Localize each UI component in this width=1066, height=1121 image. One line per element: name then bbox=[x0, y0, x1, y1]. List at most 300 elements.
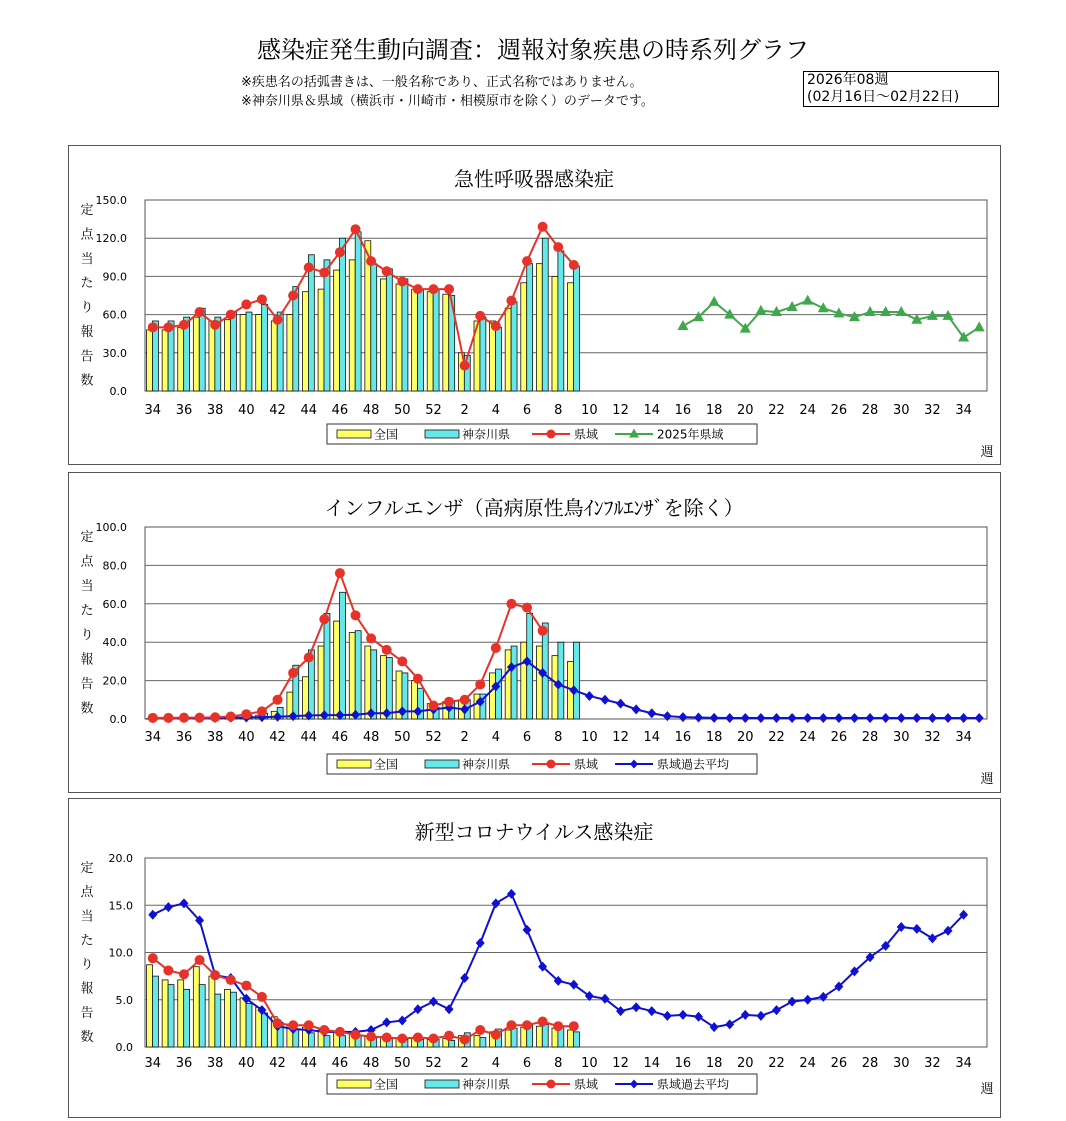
legend-label: 神奈川県 bbox=[462, 757, 510, 772]
data-point bbox=[288, 668, 298, 678]
x-tick-label: 2 bbox=[461, 730, 469, 745]
bar bbox=[490, 673, 496, 719]
bar bbox=[230, 992, 236, 1047]
legend-label: 神奈川県 bbox=[462, 427, 510, 442]
bar bbox=[558, 251, 564, 391]
bar bbox=[386, 269, 392, 391]
data-point bbox=[257, 706, 267, 716]
data-point bbox=[506, 296, 516, 306]
data-point bbox=[163, 713, 173, 723]
x-tick-label: 10 bbox=[581, 730, 598, 745]
data-point bbox=[428, 1033, 438, 1043]
bar bbox=[573, 1032, 579, 1047]
bar bbox=[193, 967, 199, 1047]
bar bbox=[505, 1030, 511, 1047]
x-tick-label: 12 bbox=[612, 1056, 629, 1071]
x-tick-label: 38 bbox=[207, 403, 224, 418]
bar bbox=[511, 646, 517, 719]
data-point bbox=[179, 713, 189, 723]
bar bbox=[521, 283, 527, 391]
x-tick-label: 26 bbox=[831, 403, 848, 418]
x-tick-label: 50 bbox=[394, 403, 411, 418]
data-point bbox=[148, 322, 158, 332]
data-point bbox=[413, 674, 423, 684]
x-tick-label: 48 bbox=[363, 1056, 380, 1071]
bar bbox=[308, 1033, 314, 1047]
data-point bbox=[538, 1016, 548, 1026]
data-point bbox=[351, 224, 361, 234]
data-point bbox=[460, 1034, 470, 1044]
bar bbox=[225, 989, 231, 1047]
bar bbox=[521, 1027, 527, 1047]
bar bbox=[396, 284, 402, 391]
bar bbox=[324, 260, 330, 391]
x-tick-label: 16 bbox=[675, 403, 692, 418]
bar bbox=[147, 965, 153, 1047]
data-point bbox=[195, 307, 205, 317]
x-tick-label: 22 bbox=[768, 1056, 785, 1071]
x-tick-label: 22 bbox=[768, 730, 785, 745]
legend-label: 県域過去平均 bbox=[657, 757, 729, 772]
data-point bbox=[304, 262, 314, 272]
note-line-1: ※疾患名の括弧書きは、一般名称であり、正式名称ではありません。 bbox=[241, 71, 643, 90]
data-point bbox=[522, 1020, 532, 1030]
chart-panel-ari bbox=[68, 145, 1001, 465]
bar bbox=[568, 283, 574, 391]
legend-label: 全国 bbox=[374, 757, 398, 772]
x-tick-label: 28 bbox=[862, 403, 879, 418]
data-point bbox=[460, 361, 470, 371]
data-point bbox=[273, 1018, 283, 1028]
legend-label: 県域過去平均 bbox=[657, 1077, 729, 1092]
x-tick-label: 6 bbox=[523, 403, 531, 418]
bar bbox=[262, 1013, 268, 1047]
bar bbox=[262, 304, 268, 391]
legend-label: 県域 bbox=[574, 1077, 598, 1092]
bar bbox=[573, 266, 579, 391]
data-point bbox=[335, 247, 345, 257]
bar bbox=[511, 1028, 517, 1047]
bar bbox=[443, 294, 449, 391]
data-point bbox=[569, 1021, 579, 1031]
bar bbox=[412, 289, 418, 391]
data-point bbox=[304, 653, 314, 663]
bar bbox=[340, 1036, 346, 1047]
legend-marker bbox=[547, 760, 556, 769]
bar bbox=[240, 998, 246, 1047]
bar bbox=[308, 255, 314, 391]
x-tick-label: 38 bbox=[207, 730, 224, 745]
chart-ari bbox=[69, 146, 1000, 464]
bar bbox=[271, 321, 277, 391]
data-point bbox=[273, 695, 283, 705]
note-line-2: ※神奈川県＆県域（横浜市・川崎市・相模原市を除く）のデータです。 bbox=[241, 90, 654, 109]
x-tick-label: 10 bbox=[581, 403, 598, 418]
data-point bbox=[163, 965, 173, 975]
bar bbox=[496, 669, 502, 719]
data-point bbox=[491, 643, 501, 653]
bar bbox=[209, 976, 215, 1047]
x-tick-label: 8 bbox=[554, 403, 562, 418]
data-point bbox=[382, 645, 392, 655]
x-tick-label: 52 bbox=[425, 403, 442, 418]
x-tick-label: 46 bbox=[332, 730, 349, 745]
data-point bbox=[475, 311, 485, 321]
data-point bbox=[397, 656, 407, 666]
data-point bbox=[241, 981, 251, 991]
x-tick-label: 18 bbox=[706, 730, 723, 745]
bar bbox=[199, 308, 205, 391]
bar bbox=[178, 327, 184, 391]
data-point bbox=[444, 1031, 454, 1041]
data-point bbox=[179, 320, 189, 330]
data-point bbox=[319, 614, 329, 624]
data-point bbox=[522, 256, 532, 266]
y-tick-label: 0.0 bbox=[116, 1041, 134, 1054]
x-tick-label: 44 bbox=[300, 1056, 317, 1071]
chart-flu bbox=[69, 473, 1000, 792]
x-tick-label: 42 bbox=[269, 403, 286, 418]
x-axis-label: 週 bbox=[980, 1082, 993, 1097]
bar bbox=[380, 279, 386, 391]
data-point bbox=[475, 679, 485, 689]
data-point bbox=[241, 709, 251, 719]
bar bbox=[162, 330, 168, 391]
x-tick-label: 46 bbox=[332, 1056, 349, 1071]
data-point bbox=[428, 284, 438, 294]
legend-label: 全国 bbox=[374, 427, 398, 442]
x-tick-label: 48 bbox=[363, 730, 380, 745]
x-tick-label: 6 bbox=[523, 1056, 531, 1071]
x-tick-label: 12 bbox=[612, 730, 629, 745]
legend-label: 神奈川県 bbox=[462, 1077, 510, 1092]
bar bbox=[318, 289, 324, 391]
bar bbox=[162, 980, 168, 1047]
page-title: 感染症発生動向調査：週報対象疾患の時系列グラフ bbox=[0, 30, 1066, 65]
x-tick-label: 32 bbox=[924, 1056, 941, 1071]
chart-title: インフルエンザ（高病原性鳥ｲﾝﾌﾙｴﾝｻﾞを除く） bbox=[324, 496, 743, 520]
data-point bbox=[366, 1032, 376, 1042]
data-point bbox=[444, 697, 454, 707]
x-tick-label: 36 bbox=[176, 730, 193, 745]
chart-legend bbox=[327, 1074, 757, 1094]
data-point bbox=[273, 315, 283, 325]
bar bbox=[552, 276, 558, 391]
y-axis-label: 定点当たり報告数 bbox=[80, 530, 94, 717]
data-point bbox=[444, 284, 454, 294]
data-point bbox=[319, 1025, 329, 1035]
legend-label: 2025年県域 bbox=[657, 427, 724, 442]
data-point bbox=[460, 695, 470, 705]
x-tick-label: 34 bbox=[955, 1056, 972, 1071]
y-tick-label: 0.0 bbox=[110, 713, 128, 726]
bar bbox=[178, 980, 184, 1047]
chart-covid bbox=[69, 799, 1000, 1117]
data-point bbox=[179, 969, 189, 979]
data-point bbox=[257, 992, 267, 1002]
data-point bbox=[257, 294, 267, 304]
week-box bbox=[803, 71, 999, 107]
y-tick-label: 20.0 bbox=[109, 852, 134, 865]
bar bbox=[318, 646, 324, 719]
x-tick-label: 28 bbox=[862, 1056, 879, 1071]
bar bbox=[334, 621, 340, 719]
bar bbox=[287, 315, 293, 391]
x-tick-label: 28 bbox=[862, 730, 879, 745]
data-point bbox=[506, 1020, 516, 1030]
x-tick-label: 34 bbox=[145, 730, 162, 745]
chart-title: 急性呼吸器感染症 bbox=[454, 167, 614, 191]
bar bbox=[527, 264, 533, 391]
y-tick-label: 100.0 bbox=[96, 521, 128, 534]
x-tick-label: 50 bbox=[394, 1056, 411, 1071]
y-tick-label: 150.0 bbox=[96, 194, 128, 207]
x-tick-label: 30 bbox=[893, 1056, 910, 1071]
x-tick-label: 24 bbox=[799, 403, 816, 418]
x-tick-label: 20 bbox=[737, 1056, 754, 1071]
bar bbox=[536, 646, 542, 719]
x-tick-label: 12 bbox=[612, 403, 629, 418]
data-point bbox=[351, 1030, 361, 1040]
y-tick-label: 90.0 bbox=[103, 270, 128, 283]
data-point bbox=[382, 1033, 392, 1043]
bar bbox=[505, 650, 511, 719]
bar bbox=[371, 650, 377, 719]
bar bbox=[349, 633, 355, 719]
data-point bbox=[351, 610, 361, 620]
bar bbox=[355, 631, 361, 719]
x-tick-label: 4 bbox=[492, 403, 500, 418]
bar bbox=[256, 315, 262, 391]
y-tick-label: 60.0 bbox=[103, 598, 128, 611]
x-axis-label: 週 bbox=[980, 772, 993, 787]
data-point bbox=[148, 953, 158, 963]
y-tick-label: 0.0 bbox=[110, 385, 128, 398]
data-point bbox=[163, 322, 173, 332]
bar bbox=[334, 270, 340, 391]
data-point bbox=[397, 276, 407, 286]
x-tick-label: 2 bbox=[461, 1056, 469, 1071]
x-tick-label: 14 bbox=[643, 730, 660, 745]
bar bbox=[536, 1026, 542, 1047]
data-point bbox=[210, 970, 220, 980]
bar bbox=[324, 1036, 330, 1047]
x-tick-label: 30 bbox=[893, 730, 910, 745]
data-point bbox=[413, 1033, 423, 1043]
bar bbox=[573, 642, 579, 719]
bar bbox=[474, 1036, 480, 1047]
bar bbox=[246, 312, 252, 391]
x-tick-label: 26 bbox=[831, 730, 848, 745]
x-tick-label: 30 bbox=[893, 403, 910, 418]
bar bbox=[568, 1030, 574, 1047]
data-point bbox=[288, 1020, 298, 1030]
x-tick-label: 10 bbox=[581, 1056, 598, 1071]
data-point bbox=[335, 568, 345, 578]
x-tick-label: 2 bbox=[461, 403, 469, 418]
chart-panel-covid bbox=[68, 798, 1001, 1118]
x-tick-label: 40 bbox=[238, 1056, 255, 1071]
week-range: (02月16日～02月22日) bbox=[807, 89, 998, 106]
x-tick-label: 4 bbox=[492, 1056, 500, 1071]
x-tick-label: 40 bbox=[238, 730, 255, 745]
legend-swatch bbox=[425, 430, 459, 438]
y-tick-label: 60.0 bbox=[103, 309, 128, 322]
bar bbox=[380, 656, 386, 719]
bar bbox=[511, 302, 517, 391]
x-tick-label: 50 bbox=[394, 730, 411, 745]
data-point bbox=[366, 633, 376, 643]
bar bbox=[474, 694, 480, 719]
x-tick-label: 6 bbox=[523, 730, 531, 745]
chart-panel-flu bbox=[68, 472, 1001, 793]
x-tick-label: 42 bbox=[269, 730, 286, 745]
bar bbox=[147, 330, 153, 391]
bar bbox=[480, 317, 486, 391]
bar bbox=[168, 985, 174, 1047]
data-point bbox=[319, 268, 329, 278]
x-tick-label: 38 bbox=[207, 1056, 224, 1071]
chart-title: 新型コロナウイルス感染症 bbox=[415, 820, 654, 844]
data-point bbox=[226, 712, 236, 722]
x-tick-label: 24 bbox=[799, 730, 816, 745]
bar bbox=[215, 994, 221, 1047]
legend-swatch bbox=[337, 760, 371, 768]
data-point bbox=[226, 975, 236, 985]
x-tick-label: 40 bbox=[238, 403, 255, 418]
bar bbox=[480, 1038, 486, 1047]
x-tick-label: 8 bbox=[554, 730, 562, 745]
data-point bbox=[428, 701, 438, 711]
x-tick-label: 52 bbox=[425, 1056, 442, 1071]
chart-legend bbox=[327, 424, 757, 444]
data-point bbox=[553, 1021, 563, 1031]
bar bbox=[340, 592, 346, 719]
data-point bbox=[288, 291, 298, 301]
bar bbox=[527, 613, 533, 719]
data-point bbox=[491, 1030, 501, 1040]
y-tick-label: 10.0 bbox=[109, 947, 134, 960]
y-tick-label: 20.0 bbox=[103, 675, 128, 688]
plot-area bbox=[145, 527, 987, 719]
bar bbox=[365, 646, 371, 719]
x-tick-label: 34 bbox=[145, 403, 162, 418]
bar bbox=[324, 613, 330, 719]
x-tick-label: 52 bbox=[425, 730, 442, 745]
x-tick-label: 32 bbox=[924, 730, 941, 745]
data-point bbox=[491, 321, 501, 331]
legend-label: 全国 bbox=[374, 1077, 398, 1092]
x-tick-label: 42 bbox=[269, 1056, 286, 1071]
x-tick-label: 46 bbox=[332, 403, 349, 418]
bar bbox=[490, 321, 496, 391]
bar bbox=[496, 327, 502, 391]
x-tick-label: 36 bbox=[176, 403, 193, 418]
x-axis-label: 週 bbox=[980, 445, 993, 460]
data-point bbox=[397, 1033, 407, 1043]
bar bbox=[184, 989, 190, 1047]
y-tick-label: 120.0 bbox=[96, 232, 128, 245]
x-tick-label: 16 bbox=[675, 1056, 692, 1071]
y-tick-label: 40.0 bbox=[103, 636, 128, 649]
data-point bbox=[506, 599, 516, 609]
data-point bbox=[538, 626, 548, 636]
bar bbox=[505, 308, 511, 391]
bar bbox=[230, 312, 236, 391]
bar bbox=[340, 238, 346, 391]
bar bbox=[225, 320, 231, 391]
chart-legend bbox=[327, 754, 757, 774]
x-tick-label: 24 bbox=[799, 1056, 816, 1071]
x-tick-label: 26 bbox=[831, 1056, 848, 1071]
bar bbox=[542, 1024, 548, 1047]
x-tick-label: 34 bbox=[955, 730, 972, 745]
legend-label: 県域 bbox=[574, 427, 598, 442]
x-tick-label: 22 bbox=[768, 403, 785, 418]
bar bbox=[449, 1040, 455, 1047]
bar bbox=[240, 315, 246, 391]
bar bbox=[371, 264, 377, 391]
legend-swatch bbox=[337, 430, 371, 438]
x-tick-label: 16 bbox=[675, 730, 692, 745]
bar bbox=[209, 321, 215, 391]
data-point bbox=[210, 712, 220, 722]
y-axis-label: 定点当たり報告数 bbox=[80, 861, 94, 1045]
bar bbox=[199, 985, 205, 1047]
bar bbox=[293, 287, 299, 391]
data-point bbox=[522, 603, 532, 613]
legend-swatch bbox=[425, 1080, 459, 1088]
x-tick-label: 34 bbox=[955, 403, 972, 418]
x-tick-label: 18 bbox=[706, 403, 723, 418]
data-point bbox=[195, 713, 205, 723]
x-tick-label: 20 bbox=[737, 403, 754, 418]
x-tick-label: 14 bbox=[643, 1056, 660, 1071]
y-tick-label: 30.0 bbox=[103, 347, 128, 360]
legend-swatch bbox=[337, 1080, 371, 1088]
x-tick-label: 44 bbox=[300, 730, 317, 745]
data-point bbox=[553, 242, 563, 252]
data-point bbox=[475, 1025, 485, 1035]
bar bbox=[418, 289, 424, 391]
bar bbox=[349, 260, 355, 391]
legend-marker bbox=[547, 430, 556, 439]
bar bbox=[302, 292, 308, 391]
y-tick-label: 80.0 bbox=[103, 559, 128, 572]
y-tick-label: 5.0 bbox=[116, 994, 134, 1007]
bar bbox=[536, 264, 542, 391]
bar bbox=[152, 976, 158, 1047]
data-point bbox=[210, 320, 220, 330]
bar bbox=[193, 317, 199, 391]
x-tick-label: 4 bbox=[492, 730, 500, 745]
data-point bbox=[195, 955, 205, 965]
x-tick-label: 36 bbox=[176, 1056, 193, 1071]
y-tick-label: 15.0 bbox=[109, 899, 134, 912]
data-point bbox=[304, 1020, 314, 1030]
x-tick-label: 18 bbox=[706, 1056, 723, 1071]
data-point bbox=[382, 266, 392, 276]
x-tick-label: 34 bbox=[145, 1056, 162, 1071]
x-tick-label: 48 bbox=[363, 403, 380, 418]
legend-label: 県域 bbox=[574, 757, 598, 772]
bar bbox=[433, 289, 439, 391]
data-point bbox=[148, 713, 158, 723]
bar bbox=[402, 279, 408, 391]
data-point bbox=[413, 284, 423, 294]
x-tick-label: 20 bbox=[737, 730, 754, 745]
data-point bbox=[226, 310, 236, 320]
